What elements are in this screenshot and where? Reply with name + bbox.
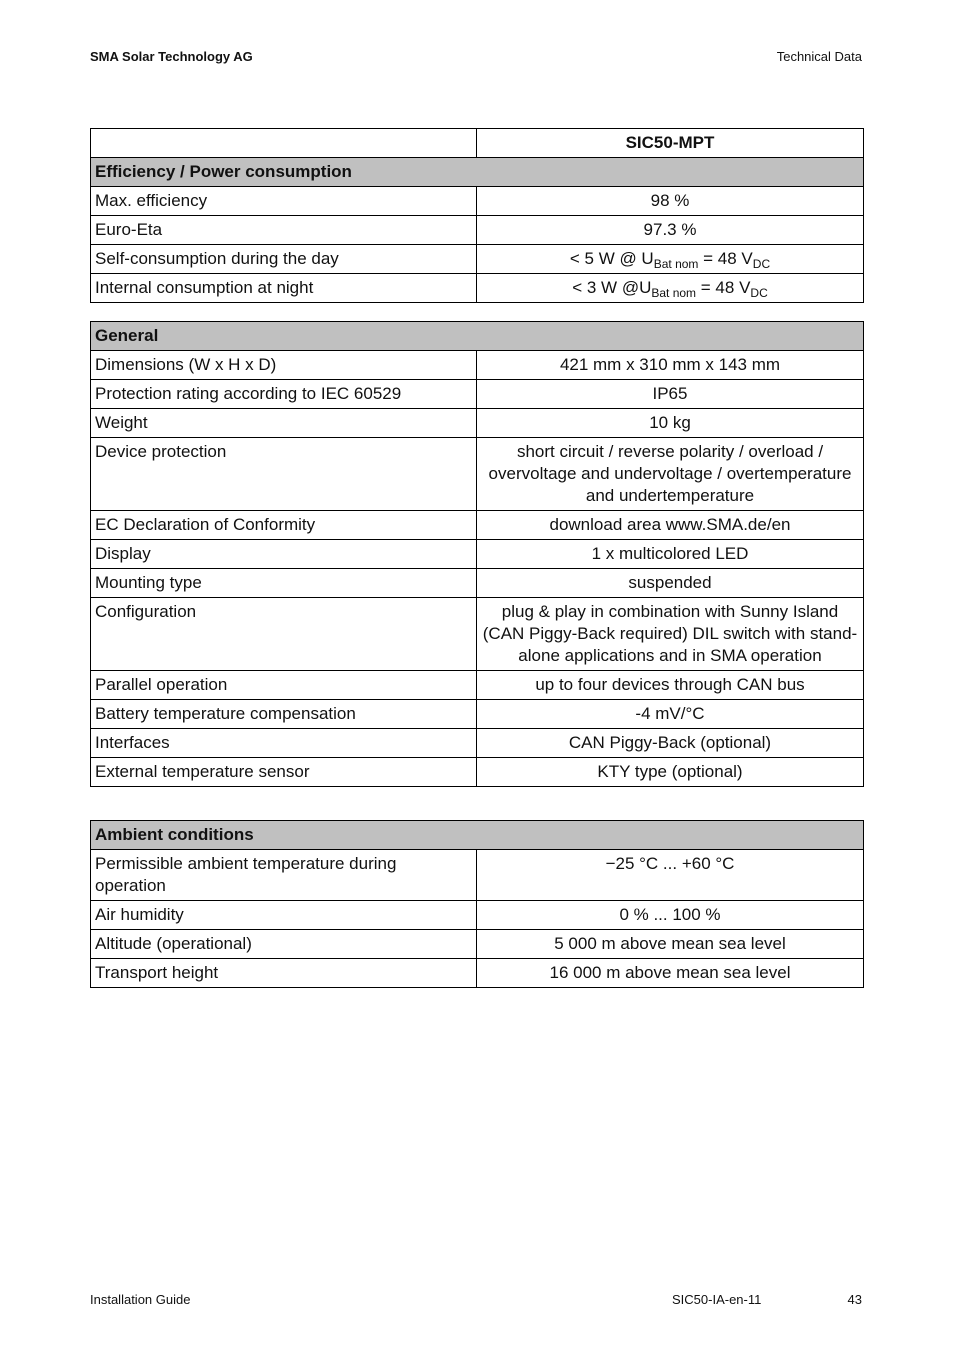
footer-doc-id: SIC50-IA-en-11 (672, 1292, 762, 1307)
table-row (91, 700, 864, 729)
table-row (91, 598, 864, 671)
page-number: 43 (847, 1292, 862, 1307)
row-label: EC Declaration of Conformity (91, 511, 477, 540)
row-value: -4 mV/°C (477, 700, 864, 729)
row-value: suspended (477, 569, 864, 598)
row-value: 1 x multicolored LED (477, 540, 864, 569)
section-row (91, 322, 864, 351)
table-row (91, 438, 864, 511)
general-table (90, 321, 864, 787)
table-row (91, 959, 864, 988)
row-label: Parallel operation (91, 671, 477, 700)
row-value: up to four devices through CAN bus (477, 671, 864, 700)
table-row (91, 380, 864, 409)
row-value: short circuit / reverse polarity / overload / overvoltage and undervoltage / overtemperature and undertemperature (477, 438, 864, 511)
table-row (91, 930, 864, 959)
value-text: < 3 W @U (572, 278, 652, 297)
value-text: < 5 W @ U (569, 249, 654, 268)
section-title: General (91, 322, 864, 351)
row-value (477, 274, 864, 303)
row-label: External temperature sensor (91, 758, 477, 787)
efficiency-table (90, 128, 864, 303)
value-text: = 48 V (696, 278, 751, 297)
table-row (91, 901, 864, 930)
table-row (91, 511, 864, 540)
value-subscript: Bat nom (653, 257, 699, 271)
row-label: Self-consumption during the day (91, 245, 477, 274)
footer-guide: Installation Guide (90, 1292, 191, 1307)
row-value: −25 °C ... +60 °C (477, 850, 864, 901)
row-value: plug & play in combination with Sunny Island (CAN Piggy-Back required) DIL switch with stand-alone applications and in SMA operation (477, 598, 864, 671)
row-value: 16 000 m above mean sea level (477, 959, 864, 988)
row-label: Air humidity (91, 901, 477, 930)
row-value: 5 000 m above mean sea level (477, 930, 864, 959)
value-subscript: DC (752, 257, 771, 271)
header-empty-cell (91, 129, 477, 158)
table-row (91, 569, 864, 598)
header-section: Technical Data (776, 49, 862, 64)
table-row (91, 351, 864, 380)
table-row (91, 671, 864, 700)
table-row (91, 216, 864, 245)
table-row (91, 245, 864, 274)
model-header: SIC50-MPT (477, 129, 864, 158)
header-company: SMA Solar Technology AG (90, 49, 253, 64)
row-value: 10 kg (477, 409, 864, 438)
table-row (91, 758, 864, 787)
table-row (91, 850, 864, 901)
section-row (91, 158, 864, 187)
row-label: Configuration (91, 598, 477, 671)
table-row (91, 187, 864, 216)
section-title: Ambient conditions (91, 821, 864, 850)
row-label: Device protection (91, 438, 477, 511)
row-value: 0 % ... 100 % (477, 901, 864, 930)
row-label: Mounting type (91, 569, 477, 598)
row-value: IP65 (477, 380, 864, 409)
row-label: Altitude (operational) (91, 930, 477, 959)
row-value: CAN Piggy-Back (optional) (477, 729, 864, 758)
row-value: 97.3 % (477, 216, 864, 245)
ambient-table (90, 820, 864, 988)
table-row (91, 729, 864, 758)
row-label: Protection rating according to IEC 60529 (91, 380, 477, 409)
row-label: Weight (91, 409, 477, 438)
section-title: Efficiency / Power consumption (91, 158, 864, 187)
table-row (91, 274, 864, 303)
row-value: 421 mm x 310 mm x 143 mm (477, 351, 864, 380)
row-label: Dimensions (W x H x D) (91, 351, 477, 380)
table-row (91, 409, 864, 438)
row-value: KTY type (optional) (477, 758, 864, 787)
row-label: Battery temperature compensation (91, 700, 477, 729)
section-row (91, 821, 864, 850)
row-label: Transport height (91, 959, 477, 988)
row-value (477, 245, 864, 274)
row-value: 98 % (477, 187, 864, 216)
value-subscript: Bat nom (651, 286, 697, 300)
value-text: = 48 V (698, 249, 753, 268)
value-subscript: DC (750, 286, 768, 300)
table-header-row (91, 129, 864, 158)
table-row (91, 540, 864, 569)
row-label: Euro-Eta (91, 216, 477, 245)
row-label: Permissible ambient temperature during operation (91, 850, 477, 901)
row-value: download area www.SMA.de/en (477, 511, 864, 540)
row-label: Internal consumption at night (91, 274, 477, 303)
row-label: Interfaces (91, 729, 477, 758)
row-label: Display (91, 540, 477, 569)
row-label: Max. efficiency (91, 187, 477, 216)
